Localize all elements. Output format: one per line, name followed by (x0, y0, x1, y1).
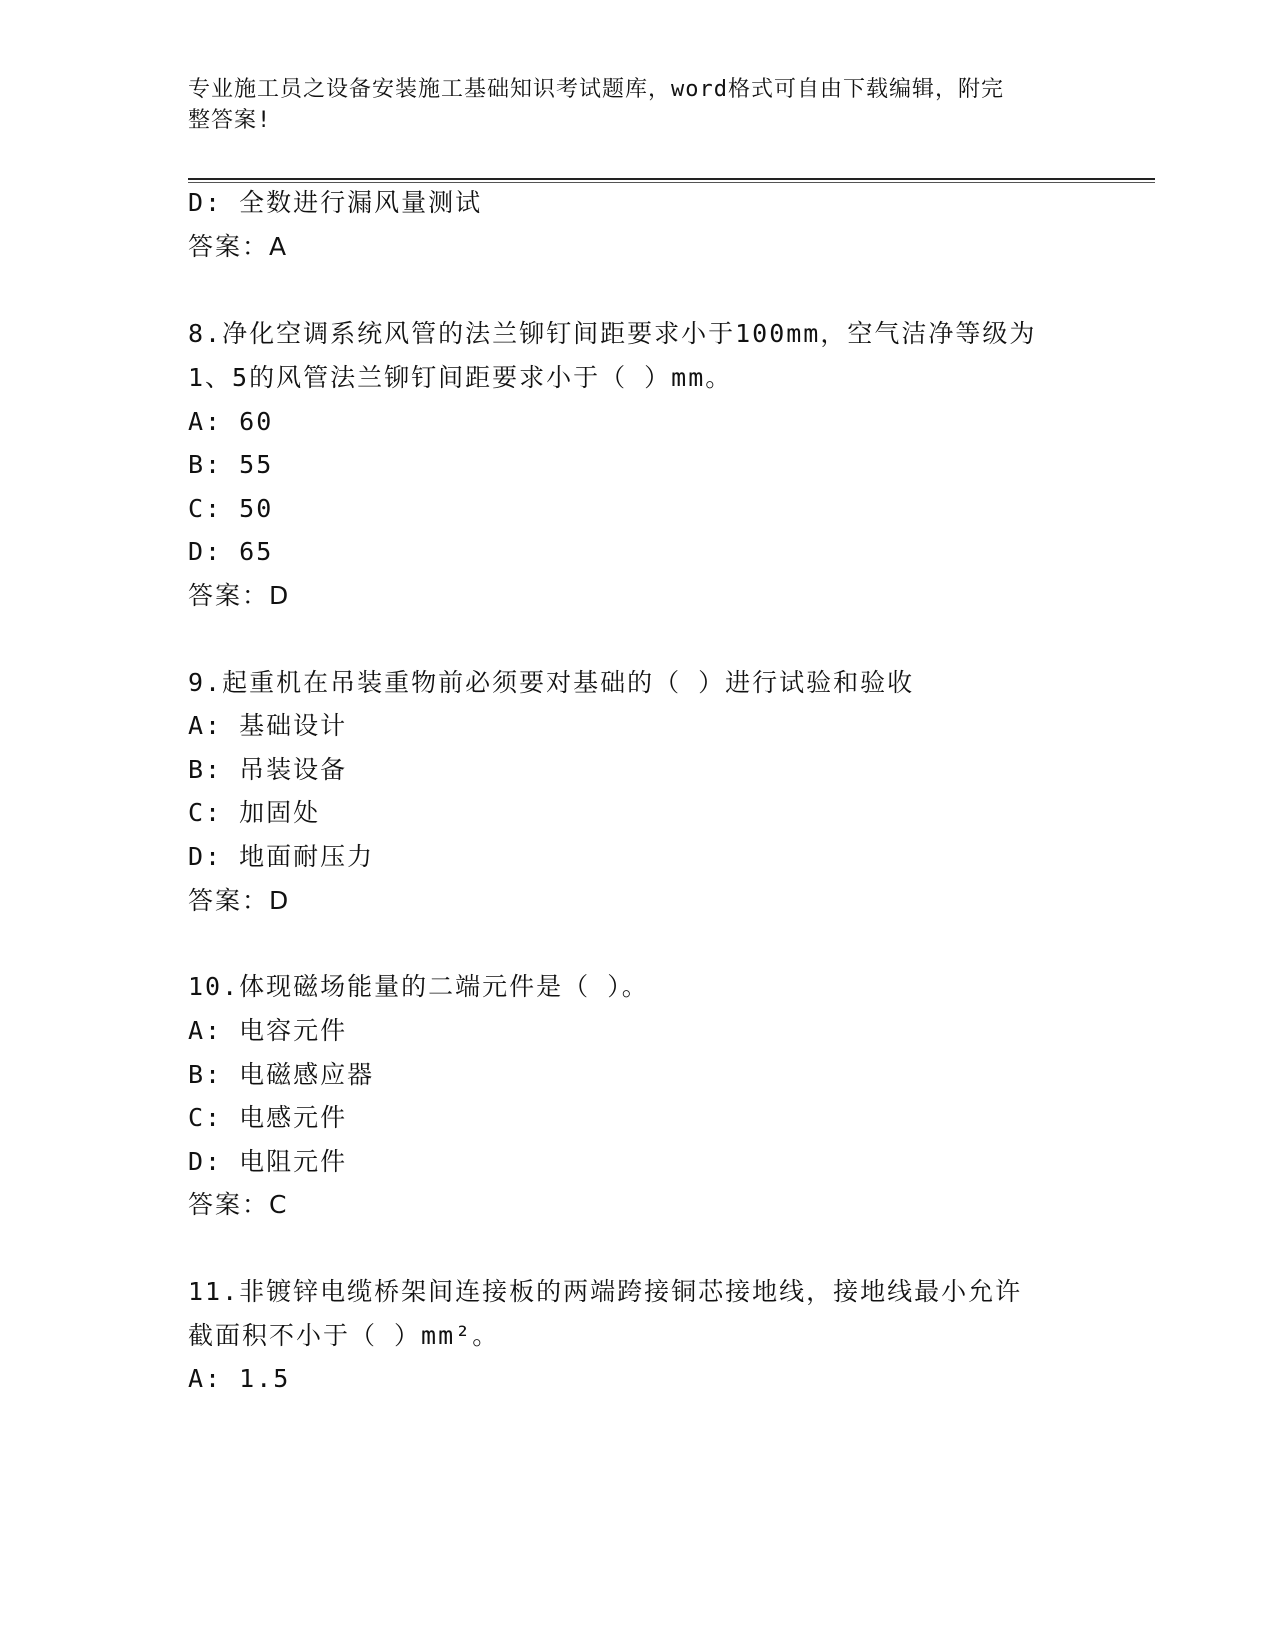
question-9-option-b: B: 吊装设备 (188, 755, 348, 784)
question-10-stem-line-1: 10.体现磁场能量的二端元件是（ ）。 (188, 972, 649, 1001)
question-8-option-d: D: 65 (188, 537, 274, 566)
question-11-stem-line-2: 截面积不小于（ ）mm²。 (188, 1321, 500, 1350)
question-9-option-a: A: 基础设计 (188, 711, 348, 740)
question-10-option-b: B: 电磁感应器 (188, 1060, 375, 1089)
prev-option-d: D: 全数进行漏风量测试 (188, 188, 483, 217)
header-divider-thick (188, 178, 1155, 180)
question-8-stem-line-1: 8.净化空调系统风管的法兰铆钉间距要求小于100mm，空气洁净等级为 (188, 319, 1037, 348)
question-9-option-d: D: 地面耐压力 (188, 842, 375, 871)
header-line-1: 专业施工员之设备安装施工基础知识考试题库，word格式可自由下载编辑，附完 (188, 77, 1004, 102)
question-8-stem-line-2: 1、5的风管法兰铆钉间距要求小于（ ）mm。 (188, 363, 733, 392)
question-9-stem-line-1: 9.起重机在吊装重物前必须要对基础的（ ）进行试验和验收 (188, 668, 915, 697)
question-9-option-c: C: 加固处 (188, 798, 321, 827)
header-divider-thin (188, 182, 1155, 183)
question-9-answer: 答案：D (188, 886, 291, 915)
question-10-option-a: A: 电容元件 (188, 1016, 348, 1045)
document-header (188, 74, 1068, 136)
question-8-option-c: C: 50 (188, 494, 274, 523)
header-line-2: 整答案! (188, 108, 272, 133)
question-10-answer: 答案：C (188, 1190, 289, 1219)
question-10-option-d: D: 电阻元件 (188, 1147, 348, 1176)
question-10-option-c: C: 电感元件 (188, 1103, 348, 1132)
question-8-answer: 答案：D (188, 581, 291, 610)
question-8-option-a: A: 60 (188, 407, 274, 436)
prev-answer: 答案：A (188, 232, 289, 261)
question-11-option-a: A: 1.5 (188, 1364, 291, 1393)
question-8-option-b: B: 55 (188, 450, 274, 479)
question-11-stem-line-1: 11.非镀锌电缆桥架间连接板的两端跨接铜芯接地线，接地线最小允许 (188, 1277, 1023, 1306)
